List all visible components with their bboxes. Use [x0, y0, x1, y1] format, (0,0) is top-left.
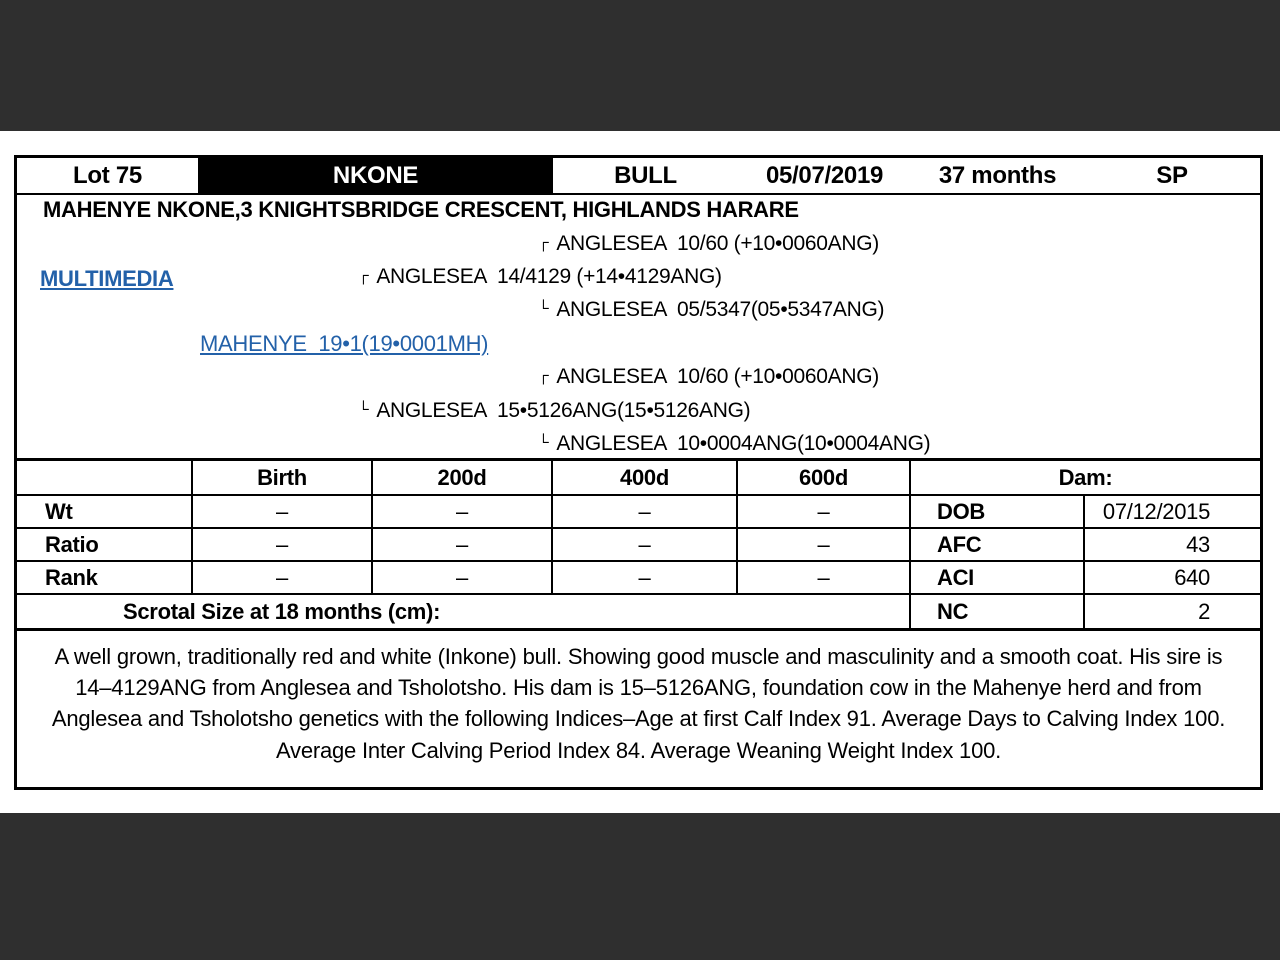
dam-stat-value: 2 — [1198, 598, 1210, 624]
breeder-address: MAHENYE NKONE,3 KNIGHTSBRIDGE CRESCENT, HIGHLANDS HARARE — [43, 197, 799, 222]
stat-header-dam: Dam: — [1058, 464, 1113, 490]
sex-label: BULL — [614, 161, 677, 189]
stat-value: – — [553, 562, 738, 593]
pedigree-animal-name: ANGLESEA 10/60 (+10•0060ANG) — [556, 365, 879, 388]
stat-header-400d: 400d — [553, 461, 738, 494]
pedigree-line-dam — [358, 398, 750, 426]
stat-header-birth: Birth — [193, 461, 373, 494]
stat-value: – — [193, 496, 373, 527]
stat-value: – — [373, 496, 553, 527]
pedigree-line-granddam-paternal — [538, 297, 884, 325]
lot-code: SP — [1156, 161, 1188, 189]
stat-row-label: Wt — [17, 496, 193, 527]
stat-value: – — [373, 562, 553, 593]
tree-corner-down-icon: └ — [358, 401, 369, 418]
performance-table — [17, 458, 1260, 628]
tree-corner-up-icon: ┌ — [538, 367, 549, 384]
tree-corner-down-icon: └ — [538, 434, 549, 451]
lot-number: Lot 75 — [73, 161, 142, 189]
dam-stat-value: 43 — [1186, 531, 1210, 557]
pedigree-animal-name: ANGLESEA 14/4129 (+14•4129ANG) — [376, 265, 722, 288]
dam-stat-label: NC — [911, 595, 1085, 628]
tree-corner-up-icon: ┌ — [358, 267, 369, 284]
lot-card — [14, 155, 1263, 790]
stat-value: – — [373, 529, 553, 560]
pedigree-animal-name: ANGLESEA 10/60 (+10•0060ANG) — [556, 232, 879, 255]
stat-row-label: Rank — [17, 562, 193, 593]
pedigree-line-grandsire-maternal — [538, 364, 879, 392]
stat-value: – — [553, 496, 738, 527]
animal-description: A well grown, traditionally red and white (Inkone) bull. Showing good muscle and masculinity and a smooth coat. His sire is 14–4129ANG from Anglesea and Tsholotsho. His dam is 15–5126ANG, foundation cow in the Mahenye herd and from Anglesea and Tsholotsho genetics with the following Indices–Age at first Calf Index 91. Average Days to Calving Index 100. Average Inter Calving Period Index 84. Average Weaning Weight Index 100. — [17, 628, 1260, 787]
stat-header-200d: 200d — [373, 461, 553, 494]
stat-row-rank — [17, 562, 1260, 595]
pedigree-animal-name: ANGLESEA 05/5347(05•5347ANG) — [556, 298, 885, 321]
tree-corner-down-icon: └ — [538, 300, 549, 317]
birth-date: 05/07/2019 — [765, 161, 884, 189]
scrotal-size-row — [17, 595, 1260, 628]
dam-stat-value: 07/12/2015 — [1102, 498, 1210, 524]
stat-header-blank — [17, 461, 193, 494]
pedigree-animal-name: ANGLESEA 15•5126ANG(15•5126ANG) — [376, 399, 751, 422]
stat-value: – — [738, 562, 911, 593]
stat-row-wt — [17, 496, 1260, 529]
animal-link[interactable]: MAHENYE 19•1(19•0001MH) — [200, 331, 489, 356]
pedigree-animal-name: ANGLESEA 10•0004ANG(10•0004ANG) — [556, 432, 931, 455]
pedigree-section — [17, 225, 1260, 458]
breed-banner: NKONE — [198, 158, 553, 193]
performance-header-row — [17, 461, 1260, 496]
stat-header-600d: 600d — [738, 461, 911, 494]
stat-value: – — [738, 529, 911, 560]
stat-row-ratio — [17, 529, 1260, 562]
dam-stat-label: AFC — [911, 529, 1085, 560]
pedigree-line-grandsire-paternal — [538, 231, 879, 259]
scrotal-size-label: Scrotal Size at 18 months (cm): — [17, 595, 911, 628]
stat-value: – — [193, 529, 373, 560]
pedigree-line-granddam-maternal — [538, 431, 930, 459]
stat-value: – — [553, 529, 738, 560]
stat-row-label: Ratio — [17, 529, 193, 560]
stat-value: – — [193, 562, 373, 593]
catalog-page — [0, 131, 1280, 813]
tree-corner-up-icon: ┌ — [538, 234, 549, 251]
lot-header-row — [17, 158, 1260, 195]
multimedia-link[interactable]: MULTIMEDIA — [40, 266, 174, 291]
pedigree-line-sire — [358, 264, 722, 292]
dam-stat-label: ACI — [911, 562, 1085, 593]
age-label: 37 months — [938, 161, 1057, 189]
stat-value: – — [738, 496, 911, 527]
dam-stat-label: DOB — [911, 496, 1085, 527]
dam-stat-value: 640 — [1174, 564, 1210, 590]
